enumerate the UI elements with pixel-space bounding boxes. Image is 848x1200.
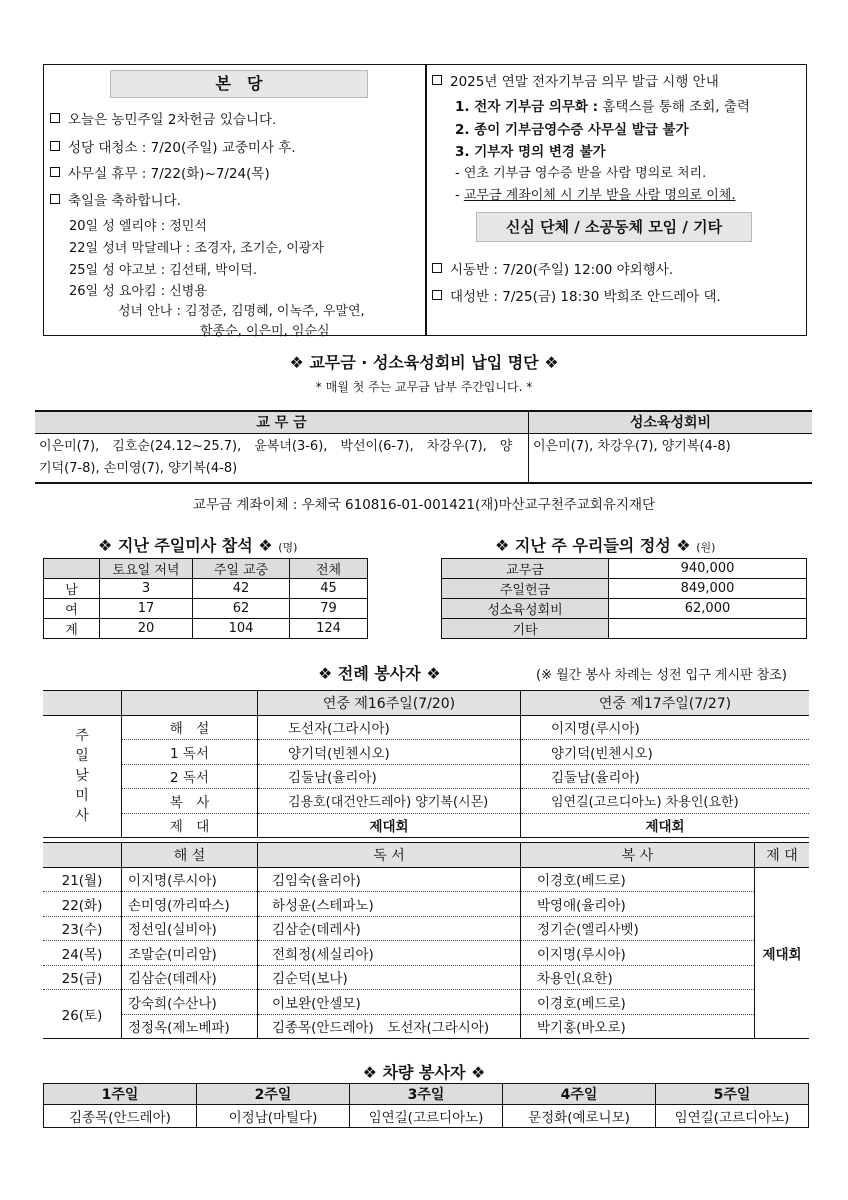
table-row [44,1105,809,1128]
feast-line-5: 성녀 안나 : 김정준, 김명혜, 이녹주, 우말연, [118,304,365,319]
donation-note-dash: - [455,188,464,203]
cell: 김임숙(율리아) [258,867,521,892]
table-row [43,990,809,1015]
donation-heading-text: 2025년 연말 전자기부금 의무 발급 시행 안내 [450,74,719,90]
dues-table [35,410,812,484]
dues-title: ❖ 교무금 · 성소육성회비 납입 명단 ❖ [289,353,559,372]
role-label: 1 독서 [122,740,258,765]
groups-title: 신심 단체 / 소공동체 모임 / 기타 [476,212,752,242]
table-row [43,965,809,990]
dues-list-gyomugeum: 이은미(7), 김호순(24.12~25.7), 윤복녀(3-6), 박선이(6-7), 차강우(7), 양기덕(7-8), 손미영(7), 양기복(4-8) [39,439,513,476]
vehicle-volunteer: 임연길(고르디아노) [350,1105,503,1128]
cell: 조말순(미리암) [122,941,258,966]
table-row [43,1014,809,1039]
cell: 계 [44,619,100,639]
liturgy-header-blank [122,691,258,716]
table-row [43,789,809,814]
notice-text: 축일을 축하합니다. [68,193,181,209]
weekday-header: 독 서 [258,843,521,868]
cell: 도선자(그라시아) [258,715,521,740]
cell: 3 [100,579,193,599]
dues-col-gyomugeum: 교 무 금 [35,411,529,434]
group-item-2 [432,285,721,305]
notice-item-3 [50,162,270,182]
checkbox-icon [432,263,442,273]
bondang-title: 본 당 [110,70,368,98]
cell: 이지명(루시아) [122,867,258,892]
checkbox-icon [50,141,60,151]
attendance-header: 주일 교중 [193,559,290,579]
weekday-header: 제 대 [755,843,810,868]
notice-text: 오늘은 농민주일 2차헌금 있습니다. [68,112,277,128]
table-row [43,715,809,740]
notice-box-divider [425,64,427,336]
vehicle-week-header: 4주일 [503,1084,656,1105]
table-row [43,941,809,966]
table-row [43,813,809,838]
dues-col-seongso: 성소육성회비 [529,411,813,434]
liturgy-header-week17: 연중 제17주일(7/27) [521,691,810,716]
role-label: 2 독서 [122,764,258,789]
table-row [442,559,807,579]
offering-table [441,558,807,639]
role-label: 제 대 [122,813,258,838]
cell: 김종목(안드레아) 도선자(그라시아) [258,1014,521,1039]
table-row [44,579,368,599]
notice-item-2 [50,136,296,156]
donation-note-2-text: 교무금 계좌이체 시 기부 받을 사람 명의로 이체. [463,188,736,203]
cell: 김용호(대건안드레아) 양기복(시몬) [258,789,521,814]
sunday-mass-char: 미 [75,788,89,805]
cell: 이경호(베드로) [521,990,755,1015]
liturgy-header-blank [43,691,122,716]
cell: 62 [193,599,290,619]
table-row [43,764,809,789]
donation-point-1 [455,95,750,115]
role-label: 복 사 [122,789,258,814]
cell: 제대회 [258,813,521,838]
offering-value: 849,000 [609,579,807,599]
offering-label: 기타 [442,619,609,639]
sunday-mass-char: 일 [75,748,89,765]
feast-line-2: 22일 성녀 막달레나 : 조경자, 조기순, 이광자 [69,241,324,256]
donation-point-1-label: 1. 전자 기부금 의무화 : [455,99,599,115]
cell: 양기덕(빈첸시오) [521,740,810,765]
sunday-mass-char: 주 [75,728,89,745]
feast-line-4: 26일 성 요아킴 : 신병용 [69,284,207,299]
vehicle-week-header: 1주일 [44,1084,197,1105]
vehicle-title: ❖ 차량 봉사자 ❖ [362,1063,486,1082]
offering-label: 성소육성회비 [442,599,609,619]
cell: 하성윤(스테파노) [258,892,521,917]
checkbox-icon [50,194,60,204]
cell: 이지명(루시아) [521,941,755,966]
cell: 박기홍(바오로) [521,1014,755,1039]
feast-line-3: 25일 성 야고보 : 김선태, 박이덕. [69,263,257,278]
cell: 이경호(베드로) [521,867,755,892]
offering-label: 교무금 [442,559,609,579]
notice-item-1 [50,108,276,128]
altar-cell: 제대회 [755,867,810,1039]
table-row [43,740,809,765]
donation-point-1-text: 홈택스를 통해 조회, 출력 [598,99,750,115]
cell: 124 [290,619,368,639]
role-label: 해 설 [122,715,258,740]
sunday-mass-char: 사 [75,808,89,825]
group-item-1 [432,258,673,278]
cell: 임연길(고르디아노) 차용인(요한) [521,789,810,814]
cell: 김둘남(율리아) [258,764,521,789]
attendance-header [44,559,100,579]
table-row [43,867,809,892]
liturgy-header-week16: 연중 제16주일(7/20) [258,691,521,716]
checkbox-icon [432,290,442,300]
attendance-title [98,533,297,556]
table-row [442,619,807,639]
cell: 김삼순(데레사) [122,965,258,990]
attendance-table [43,558,368,639]
day-label: 24(목) [43,941,122,966]
sunday-mass-label [43,715,122,838]
day-label: 23(수) [43,916,122,941]
offering-value: 940,000 [609,559,807,579]
cell: 정기순(엘리사벳) [521,916,755,941]
notice-text: 사무실 휴무 : 7/22(화)~7/24(목) [68,166,270,182]
checkbox-icon [432,75,442,85]
cell: 42 [193,579,290,599]
cell: 양기덕(빈첸시오) [258,740,521,765]
donation-point-2: 2. 종이 기부금영수증 사무실 발급 불가 [455,122,689,138]
cell: 45 [290,579,368,599]
vehicle-table [43,1083,809,1128]
donation-note-2 [455,184,736,203]
offering-title [495,533,715,556]
cell: 박영애(율리아) [521,892,755,917]
account-info: 교무금 계좌이체 : 우체국 610816-01-001421(재)마산교구천주교회유지재단 [192,497,656,513]
cell: 제대회 [521,813,810,838]
day-label: 26(토) [43,990,122,1039]
dues-list-seongso: 이은미(7), 차강우(7), 양기복(4-8) [529,434,813,484]
liturgy-note: (※ 월간 봉사 차례는 성전 입구 게시판 참조) [536,668,787,683]
donation-heading [432,70,719,90]
cell: 79 [290,599,368,619]
cell: 이지명(루시아) [521,715,810,740]
cell: 김둘남(율리아) [521,764,810,789]
weekday-table [43,842,809,1039]
offering-value [609,619,807,639]
vehicle-volunteer: 이정남(마틸다) [197,1105,350,1128]
cell: 손미영(까리따스) [122,892,258,917]
vehicle-week-header: 5주일 [656,1084,809,1105]
attendance-unit: (명) [278,541,298,554]
cell: 정정옥(제노베파) [122,1014,258,1039]
table-row [43,916,809,941]
offering-unit: (원) [696,541,716,554]
day-label: 22(화) [43,892,122,917]
notice-item-4 [50,189,181,209]
attendance-header: 토요일 저녁 [100,559,193,579]
day-label: 25(금) [43,965,122,990]
offering-label: 주일헌금 [442,579,609,599]
dues-note: * 매월 첫 주는 교무금 납부 주간입니다. * [315,380,533,394]
group-item-text: 시동반 : 7/20(주일) 12:00 야외행사. [450,262,674,278]
attendance-title-text: ❖ 지난 주일미사 참석 ❖ [98,536,273,555]
cell: 이보완(안셀모) [258,990,521,1015]
vehicle-volunteer: 문정화(예로니모) [503,1105,656,1128]
cell: 김삼순(데레사) [258,916,521,941]
table-row [442,579,807,599]
offering-title-text: ❖ 지난 주 우리들의 정성 ❖ [495,536,691,555]
vehicle-week-header: 2주일 [197,1084,350,1105]
feast-line-1: 20일 성 엘리야 : 정민석 [69,219,207,234]
weekday-header-blank [43,843,122,868]
cell: 정선임(실비아) [122,916,258,941]
feast-line-6: 함종순, 이은미, 임순심 [200,324,330,339]
weekday-header: 해 설 [122,843,258,868]
cell: 전희정(세실리아) [258,941,521,966]
cell: 104 [193,619,290,639]
checkbox-icon [50,167,60,177]
table-row [43,892,809,917]
cell: 강숙희(수산나) [122,990,258,1015]
donation-point-3: 3. 기부자 명의 변경 불가 [455,144,606,160]
offering-value: 62,000 [609,599,807,619]
cell: 차용인(요한) [521,965,755,990]
vehicle-volunteer: 김종목(안드레아) [69,1110,171,1126]
vehicle-week-header: 3주일 [350,1084,503,1105]
cell: 여 [44,599,100,619]
donation-note-1: - 연초 기부금 영수증 받을 사람 명의로 처리. [455,166,707,181]
weekday-header: 복 사 [521,843,755,868]
cell: 20 [100,619,193,639]
vehicle-volunteer: 임연길(고르디아노) [656,1105,809,1128]
table-row [44,599,368,619]
cell: 남 [44,579,100,599]
cell: 17 [100,599,193,619]
sunday-mass-char: 낮 [75,768,89,785]
checkbox-icon [50,113,60,123]
table-row [44,619,368,639]
attendance-header: 전체 [290,559,368,579]
day-label: 21(월) [43,867,122,892]
notice-text: 성당 대청소 : 7/20(주일) 교중미사 후. [68,140,296,156]
group-item-text: 대성반 : 7/25(금) 18:30 박희조 안드레아 댁. [450,289,721,305]
table-row [442,599,807,619]
cell: 김순덕(보나) [258,965,521,990]
liturgy-title: ❖ 전례 봉사자 ❖ [318,664,441,683]
liturgy-table [43,690,809,838]
